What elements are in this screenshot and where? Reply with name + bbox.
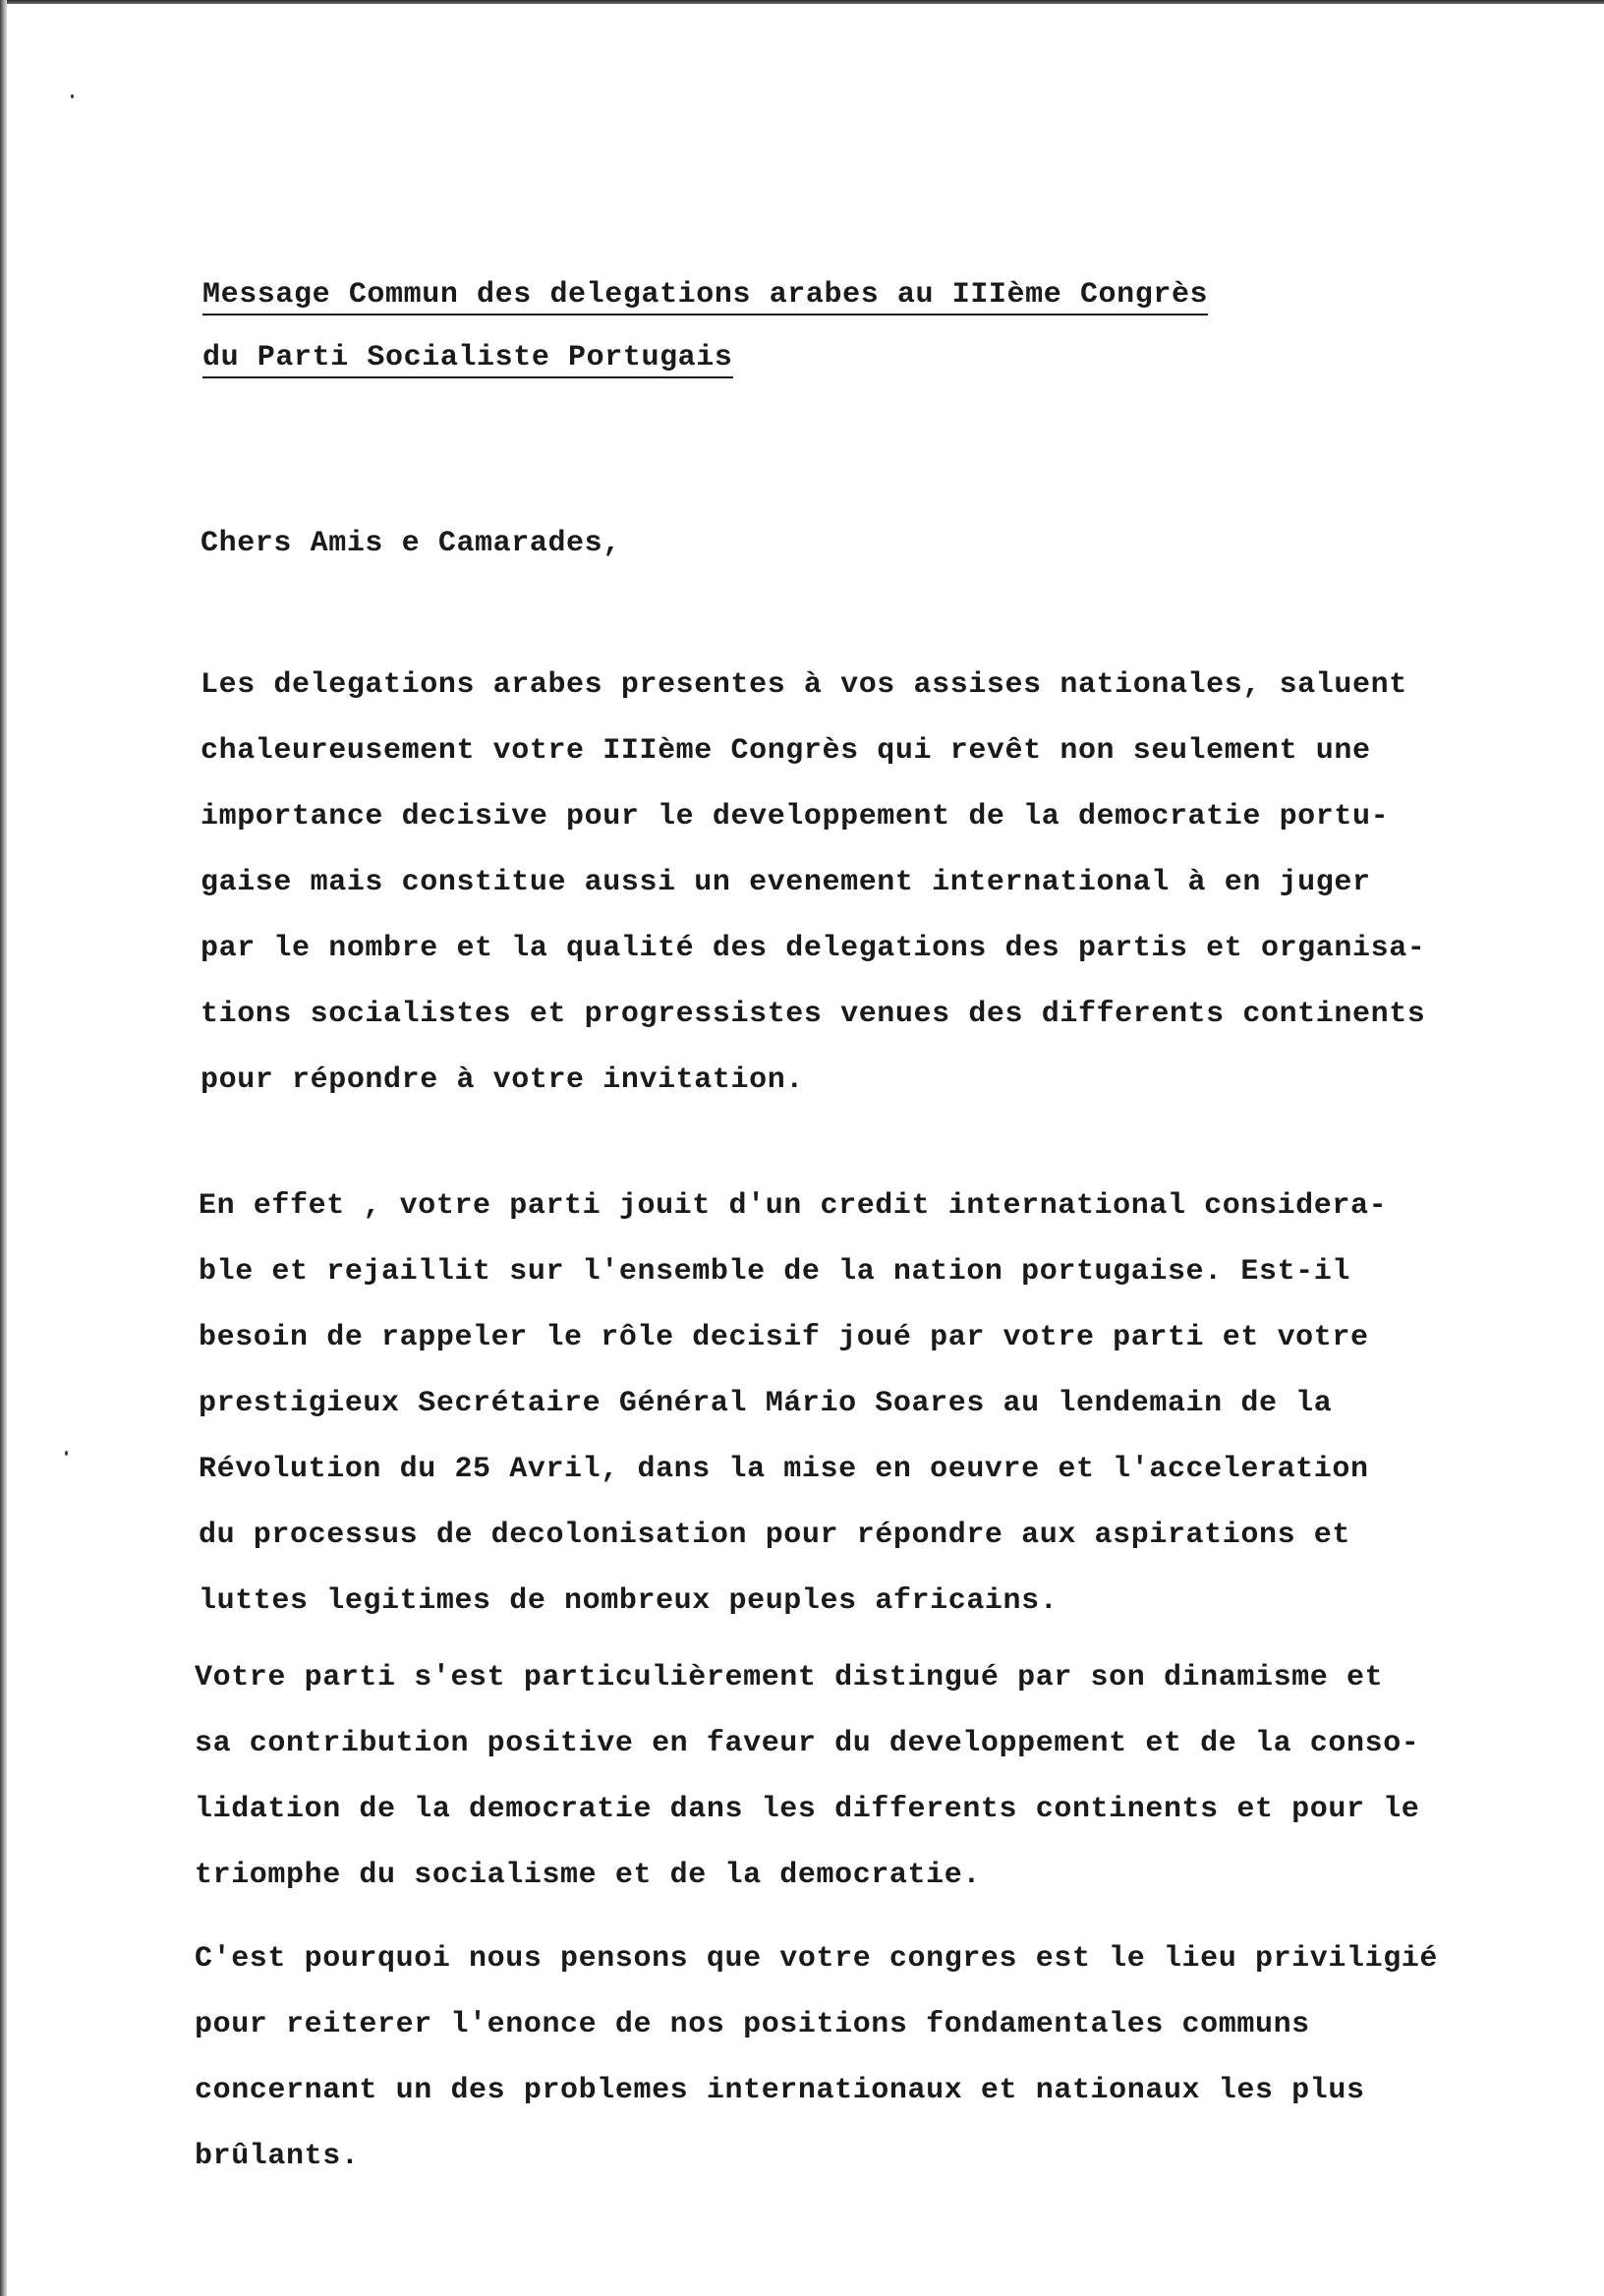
paragraph-line: sa contribution positive en faveur du developpement et de la conso-: [195, 1727, 1420, 1760]
paragraph-line: pour répondre à votre invitation.: [200, 1063, 804, 1097]
paragraph-line: En effet , votre parti jouit d'un credit international considera-: [199, 1189, 1388, 1223]
paragraph-line: Révolution du 25 Avril, dans la mise en oeuvre et l'acceleration: [199, 1453, 1369, 1486]
paragraph-line: brûlants.: [195, 2140, 360, 2173]
paragraph: [195, 1645, 1419, 1909]
paragraph-line: pour reiterer l'enonce de nos positions fondamentales communs: [195, 2008, 1310, 2041]
paragraph-line: lidation de la democratie dans les differents continents et pour le: [195, 1793, 1420, 1826]
title-line: du Parti Socialiste Portugais: [202, 341, 733, 378]
paragraph-line: Les delegations arabes presentes à vos assises nationales, saluent: [200, 668, 1407, 702]
paragraph-line: du processus de decolonisation pour répondre aux aspirations et: [199, 1519, 1350, 1552]
scan-speck: [65, 1451, 68, 1456]
document-title: [202, 263, 1208, 389]
paragraph-line: concernant un des problemes internationaux et nationaux les plus: [195, 2074, 1365, 2107]
paragraph-line: besoin de rappeler le rôle decisif joué par votre parti et votre: [199, 1321, 1369, 1354]
paragraph: [200, 653, 1425, 1114]
paragraph-line: C'est pourquoi nous pensons que votre congres est le lieu priviligié: [195, 1942, 1438, 1976]
page-left-edge: [0, 0, 7, 2296]
paragraph: [195, 1926, 1438, 2190]
paragraph: [199, 1174, 1387, 1635]
title-line: Message Commun des delegations arabes au IIIème Congrès: [202, 278, 1208, 316]
paragraph-line: tions socialistes et progressistes venues des differents continents: [200, 998, 1426, 1031]
salutation: Chers Amis e Camarades,: [200, 527, 621, 560]
scan-speck: [71, 94, 74, 98]
paragraph-line: chaleureusement votre IIIème Congrès qui revêt non seulement une: [200, 734, 1371, 768]
paragraph-line: importance decisive pour le developpement de la democratie portu-: [200, 800, 1390, 833]
paragraph-line: gaise mais constitue aussi un evenement international à en juger: [200, 866, 1371, 899]
paragraph-line: triomphe du socialisme et de la democratie.: [195, 1859, 981, 1892]
paragraph-line: prestigieux Secrétaire Général Mário Soares au lendemain de la: [199, 1387, 1333, 1420]
page-top-edge: [0, 0, 1604, 4]
paragraph-line: Votre parti s'est particulièrement distingué par son dinamisme et: [195, 1661, 1384, 1694]
paragraph-line: par le nombre et la qualité des delegations des partis et organisa-: [200, 932, 1426, 965]
paragraph-line: luttes legitimes de nombreux peuples africains.: [199, 1584, 1059, 1618]
paragraph-line: ble et rejaillit sur l'ensemble de la nation portugaise. Est-il: [199, 1255, 1350, 1289]
